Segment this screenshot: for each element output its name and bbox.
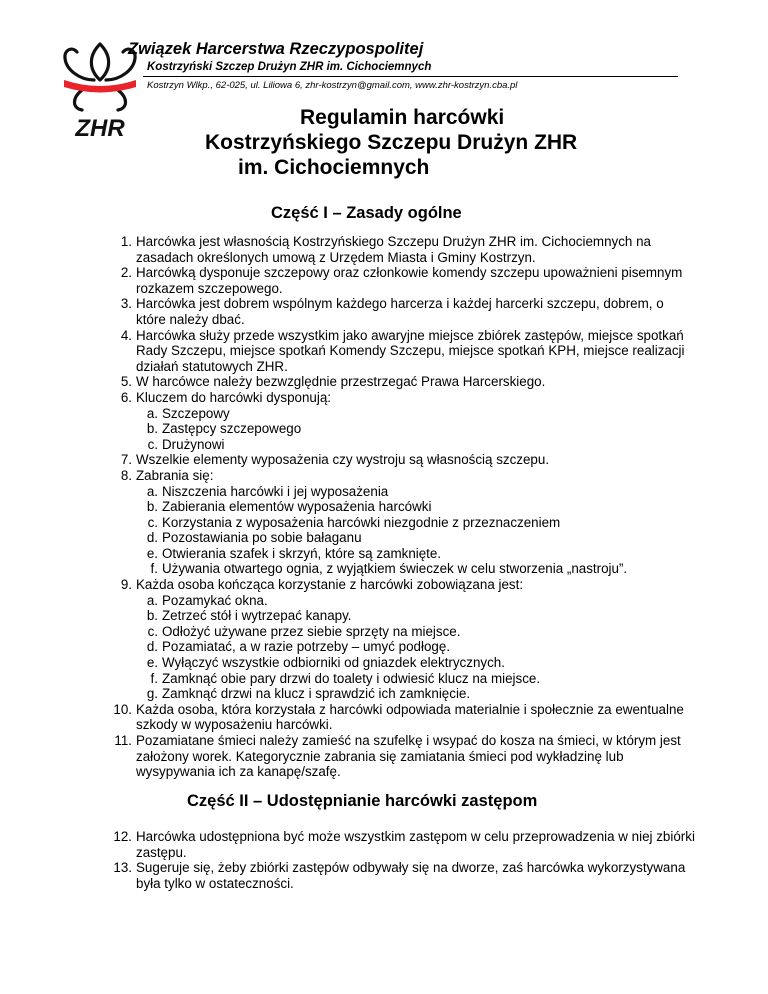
sub-list-item <box>147 436 696 453</box>
sub-list-item <box>146 545 696 562</box>
list-item-text: Kluczem do harcówki dysponują: <box>136 389 332 405</box>
sub-list <box>136 593 696 702</box>
list-item-number: 7. <box>120 452 132 468</box>
sub-list-item <box>146 421 696 437</box>
sub-item-letter: c. <box>147 514 158 530</box>
sub-list-item <box>146 655 696 671</box>
sub-item-letter: b. <box>146 499 158 515</box>
list-item-text: Pozamiatane śmieci należy zamieść na szufelkę i wsypać do kosza na śmieci, w którym jest założony worek. Kategorycznie zabrania się zamiatania śmieci pod wykładzinę lub wysypywania ich za kanapę/szafę. <box>136 733 681 780</box>
logo-text: ZHR <box>75 115 125 140</box>
sub-item-letter: e. <box>146 655 158 671</box>
unit-name: Kostrzyński Szczep Drużyn ZHR im. Cichociemnych <box>147 61 432 73</box>
list-item-text: Sugeruje się, żeby zbiórki zastępów odbywały się na dworze, zaś harcówka wykorzystywana była tylko w ostateczności. <box>136 860 686 891</box>
sub-list-item <box>146 499 696 515</box>
sub-item-text: Używania otwartego ognia, z wyjątkiem świeczek w celu stworzenia „nastroju”. <box>162 561 628 577</box>
document-title-line-1: Regulamin harcówki <box>300 106 505 129</box>
rules-list-part-1 <box>113 234 696 780</box>
sub-item-text: Drużynowi <box>162 436 225 452</box>
list-item-text: Harcówka udostępniona być może wszystkim zastępom w celu przeprowadzenia w niej zbiórki zastępu. <box>136 829 695 860</box>
sub-item-letter: a. <box>146 592 158 608</box>
lily-left-petal <box>65 49 94 80</box>
list-item-number: 10. <box>113 701 132 717</box>
list-item <box>113 860 696 891</box>
sub-item-text: Pozamykać okna. <box>162 592 268 608</box>
sub-item-text: Korzystania z wyposażenia harcówki niezgodnie z przeznaczeniem <box>162 514 561 530</box>
list-item <box>113 829 696 860</box>
list-item-number: 3. <box>120 296 132 312</box>
sub-item-text: Zamknąć drzwi na klucz i sprawdzić ich zamknięcie. <box>162 686 471 702</box>
list-item <box>114 733 696 780</box>
sub-item-text: Pozamiatać, a w razie potrzeby – umyć podłogę. <box>162 639 451 655</box>
sub-item-letter: f. <box>150 561 158 577</box>
org-name: Związek Harcerstwa Rzeczypospolitej <box>128 40 424 58</box>
sub-item-text: Pozostawiania po sobie bałaganu <box>162 530 362 546</box>
list-item-number: 13. <box>113 860 132 876</box>
list-item-text: Zabrania się: <box>136 467 214 483</box>
list-item-text: Harcówka jest dobrem wspólnym każdego harcerza i każdej harcerki szczepu, dobrem, o które należy dbać. <box>136 296 664 327</box>
list-item-text: Harcówka służy przede wszystkim jako awaryjne miejsce zbiórek zastępów, miejsce spotkań Rady Szczepu, miejsce spotkań Komendy Szczepu, miejsce spotkań KPH, miejsce realizacji działań statutowych ZHR. <box>136 327 685 374</box>
list-item-text: Wszelkie elementy wyposażenia czy wystroju są własnością szczepu. <box>136 452 550 468</box>
sub-item-letter: d. <box>146 639 158 655</box>
list-item-number: 9. <box>120 577 132 593</box>
list-item <box>120 327 696 375</box>
sub-list-item <box>150 561 696 577</box>
list-item-number: 6. <box>120 389 132 405</box>
lily-left-lower <box>75 90 83 110</box>
list-item <box>120 452 696 468</box>
sub-item-letter: b. <box>146 421 158 437</box>
lily-band <box>64 80 136 93</box>
list-item <box>120 467 696 577</box>
sub-item-letter: a. <box>146 483 158 499</box>
list-item-text: Każda osoba, która korzystała z harcówki odpowiada materialnie i społecznie za ewentualne szkody w wyposażeniu harcówki. <box>136 701 684 733</box>
document-title-line-2: Kostrzyńskiego Szczepu Drużyn ZHR <box>205 131 578 154</box>
sub-list <box>136 484 696 578</box>
list-item <box>120 296 696 327</box>
sub-item-letter: c. <box>147 436 158 452</box>
sub-list-item <box>146 686 696 702</box>
sub-list-item <box>146 639 696 655</box>
list-item-number: 11. <box>114 733 132 748</box>
section-heading-general-rules: Część I – Zasady ogólne <box>271 204 462 222</box>
sub-item-text: Szczepowy <box>162 405 230 421</box>
header-divider <box>143 76 678 77</box>
sub-list-item <box>146 530 696 546</box>
sub-list-item <box>146 405 696 422</box>
sub-item-text: Zetrzeć stół i wytrzepać kanapy. <box>162 608 352 624</box>
sub-item-text: Wyłączyć wszystkie odbiorniki od gniazdek elektrycznych. <box>162 655 505 671</box>
list-item-number: 2. <box>120 265 132 281</box>
list-item <box>120 577 696 702</box>
sub-list-item <box>146 483 696 500</box>
document-title-line-3: im. Cichociemnych <box>238 156 430 179</box>
sub-item-letter: d. <box>146 530 158 546</box>
lily-center-petal <box>91 44 108 80</box>
sub-item-letter: b. <box>146 608 158 624</box>
list-item-number: 4. <box>120 327 132 343</box>
sub-list-item <box>150 670 696 687</box>
sub-list <box>136 406 696 453</box>
sub-item-letter: a. <box>146 405 158 421</box>
contact-address: Kostrzyn Wlkp., 62-025, ul. Liliowa 6, zhr-kostrzyn@gmail.com, www.zhr-kostrzyn.cba.pl <box>147 80 518 91</box>
sub-item-letter: g. <box>146 686 158 702</box>
sub-item-text: Zamknąć obie pary drzwi do toalety i odwiesić klucz na miejsce. <box>162 670 541 686</box>
lily-right-lower <box>118 90 126 110</box>
sub-item-letter: f. <box>150 670 158 686</box>
sub-list-item <box>146 608 696 624</box>
list-item-text: Każda osoba kończąca korzystanie z harcówki zobowiązana jest: <box>136 577 524 593</box>
list-item-text: Harcówka jest własnością Kostrzyńskiego Szczepu Drużyn ZHR im. Cichociemnych na zasadach określonych umową z Urzędem Miasta i Gminy Kostrzyn. <box>136 234 651 265</box>
list-item <box>120 389 696 452</box>
sub-item-text: Niszczenia harcówki i jej wyposażenia <box>162 483 389 499</box>
list-item <box>120 234 696 265</box>
sub-item-letter: c. <box>147 623 158 639</box>
list-item-number: 5. <box>120 374 132 390</box>
sub-list-item <box>146 592 696 609</box>
list-item-text: W harcówce należy bezwzględnie przestrzegać Prawa Harcerskiego. <box>136 374 546 390</box>
list-item <box>120 374 696 390</box>
section-heading-patrol-access: Część II – Udostępnianie harcówki zastępom <box>187 792 538 810</box>
list-item <box>113 701 696 733</box>
sub-list-item <box>147 514 696 531</box>
list-item <box>120 265 696 296</box>
rules-list-part-2 <box>113 829 696 891</box>
sub-item-text: Zastępcy szczepowego <box>162 421 302 437</box>
sub-item-letter: e. <box>146 545 158 561</box>
sub-item-text: Otwierania szafek i skrzyń, które są zamknięte. <box>162 545 442 561</box>
list-item-number: 12. <box>113 829 132 844</box>
sub-list-item <box>147 623 696 640</box>
list-item-text: Harcówką dysponuje szczepowy oraz członkowie komendy szczepu upoważnieni pisemnym rozkazem szczepowego. <box>136 265 683 296</box>
sub-item-text: Odłożyć używane przez siebie sprzęty na miejsce. <box>162 623 461 639</box>
list-item-number: 8. <box>120 467 132 483</box>
sub-item-text: Zabierania elementów wyposażenia harcówki <box>162 499 432 515</box>
list-item-number: 1. <box>120 234 132 249</box>
